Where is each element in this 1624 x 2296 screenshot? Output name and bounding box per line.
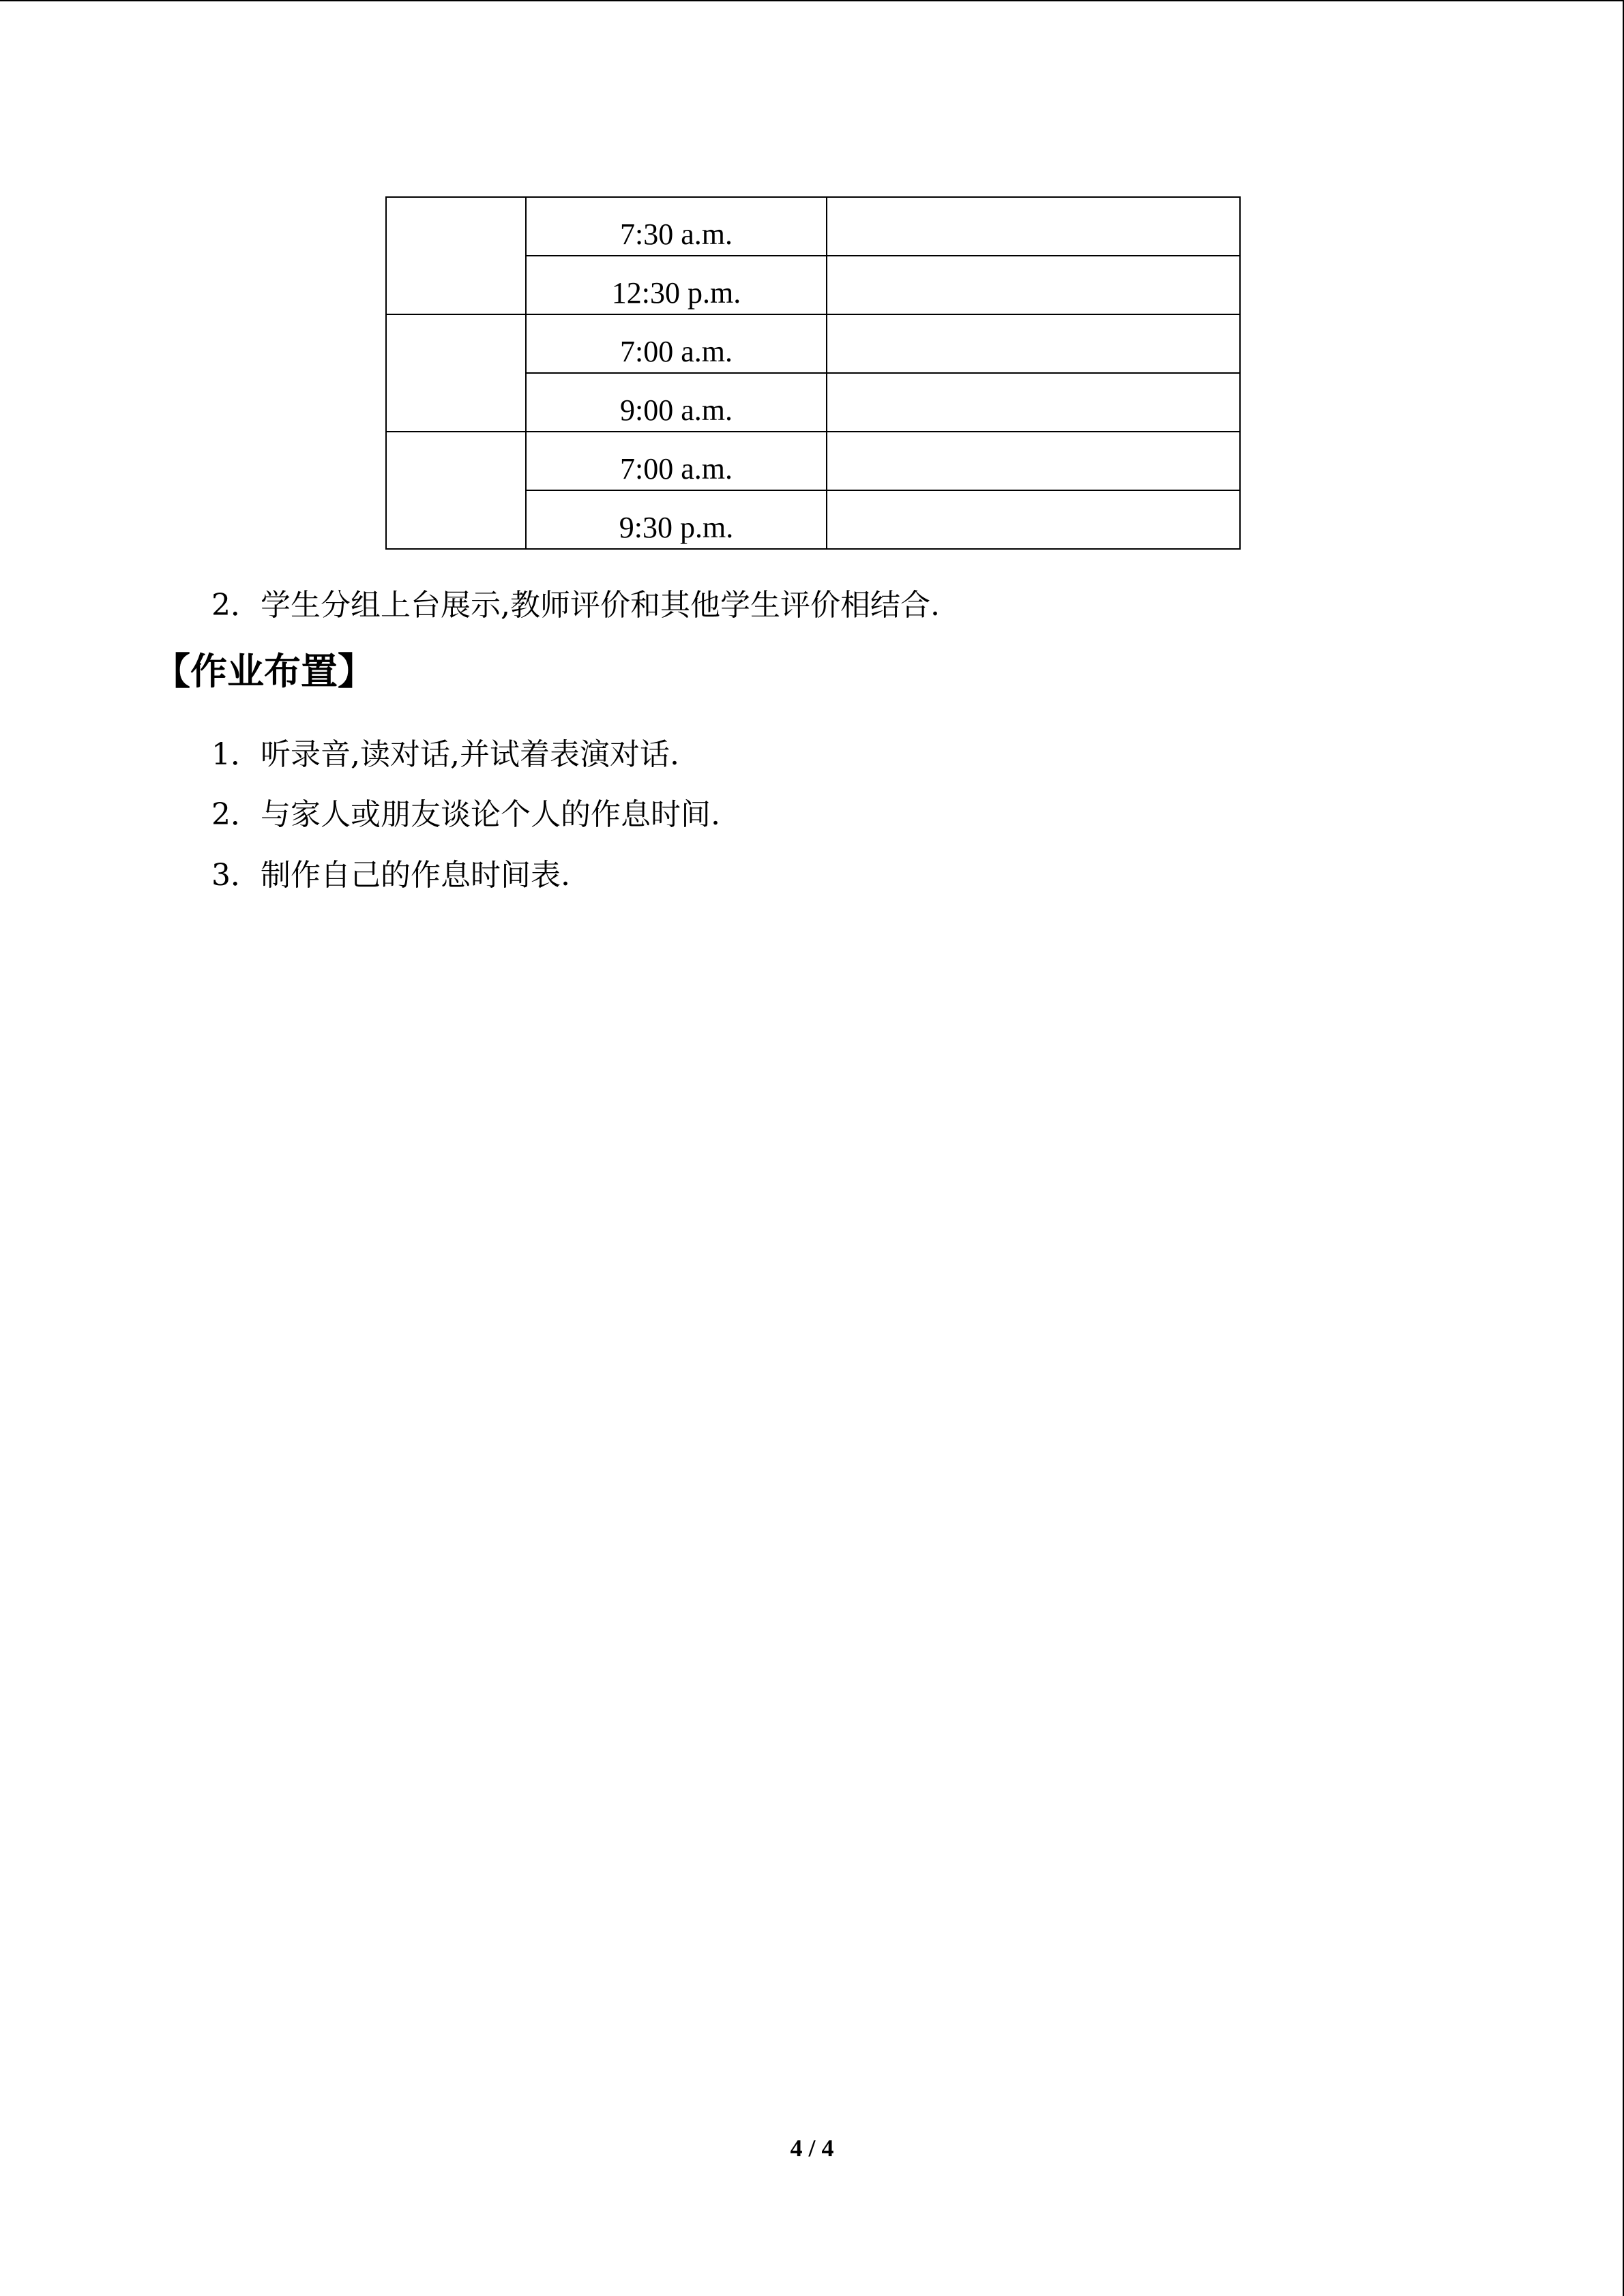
time-cell: 7:00 a.m. xyxy=(526,314,827,373)
activity-cell xyxy=(827,373,1240,432)
table-row xyxy=(386,432,1240,490)
page-number: 4 / 4 xyxy=(790,2134,834,2162)
time-cell: 9:30 p.m. xyxy=(526,490,827,549)
homework-item-2: 2．与家人或朋友谈论个人的作息时间. xyxy=(211,797,720,832)
homework-item-3: 3．制作自己的作息时间表. xyxy=(211,858,570,893)
who-cell xyxy=(386,314,526,432)
schedule-table xyxy=(385,196,1241,550)
activity-step-2: 2．学生分组上台展示,教师评价和其他学生评价相结合. xyxy=(211,588,940,623)
time-cell: 9:00 a.m. xyxy=(526,373,827,432)
activity-cell xyxy=(827,314,1240,373)
table-row xyxy=(386,314,1240,373)
table-row xyxy=(386,197,1240,256)
activity-cell xyxy=(827,432,1240,490)
time-cell: 7:00 a.m. xyxy=(526,432,827,490)
activity-cell xyxy=(827,256,1240,314)
who-cell xyxy=(386,197,526,314)
activity-cell xyxy=(827,490,1240,549)
time-cell: 12:30 p.m. xyxy=(526,256,827,314)
homework-item-1: 1．听录音,读对话,并试着表演对话. xyxy=(211,737,679,772)
who-cell xyxy=(386,432,526,549)
time-cell: 7:30 a.m. xyxy=(526,197,827,256)
homework-heading: 【作业布置】 xyxy=(153,650,374,693)
activity-cell xyxy=(827,197,1240,256)
